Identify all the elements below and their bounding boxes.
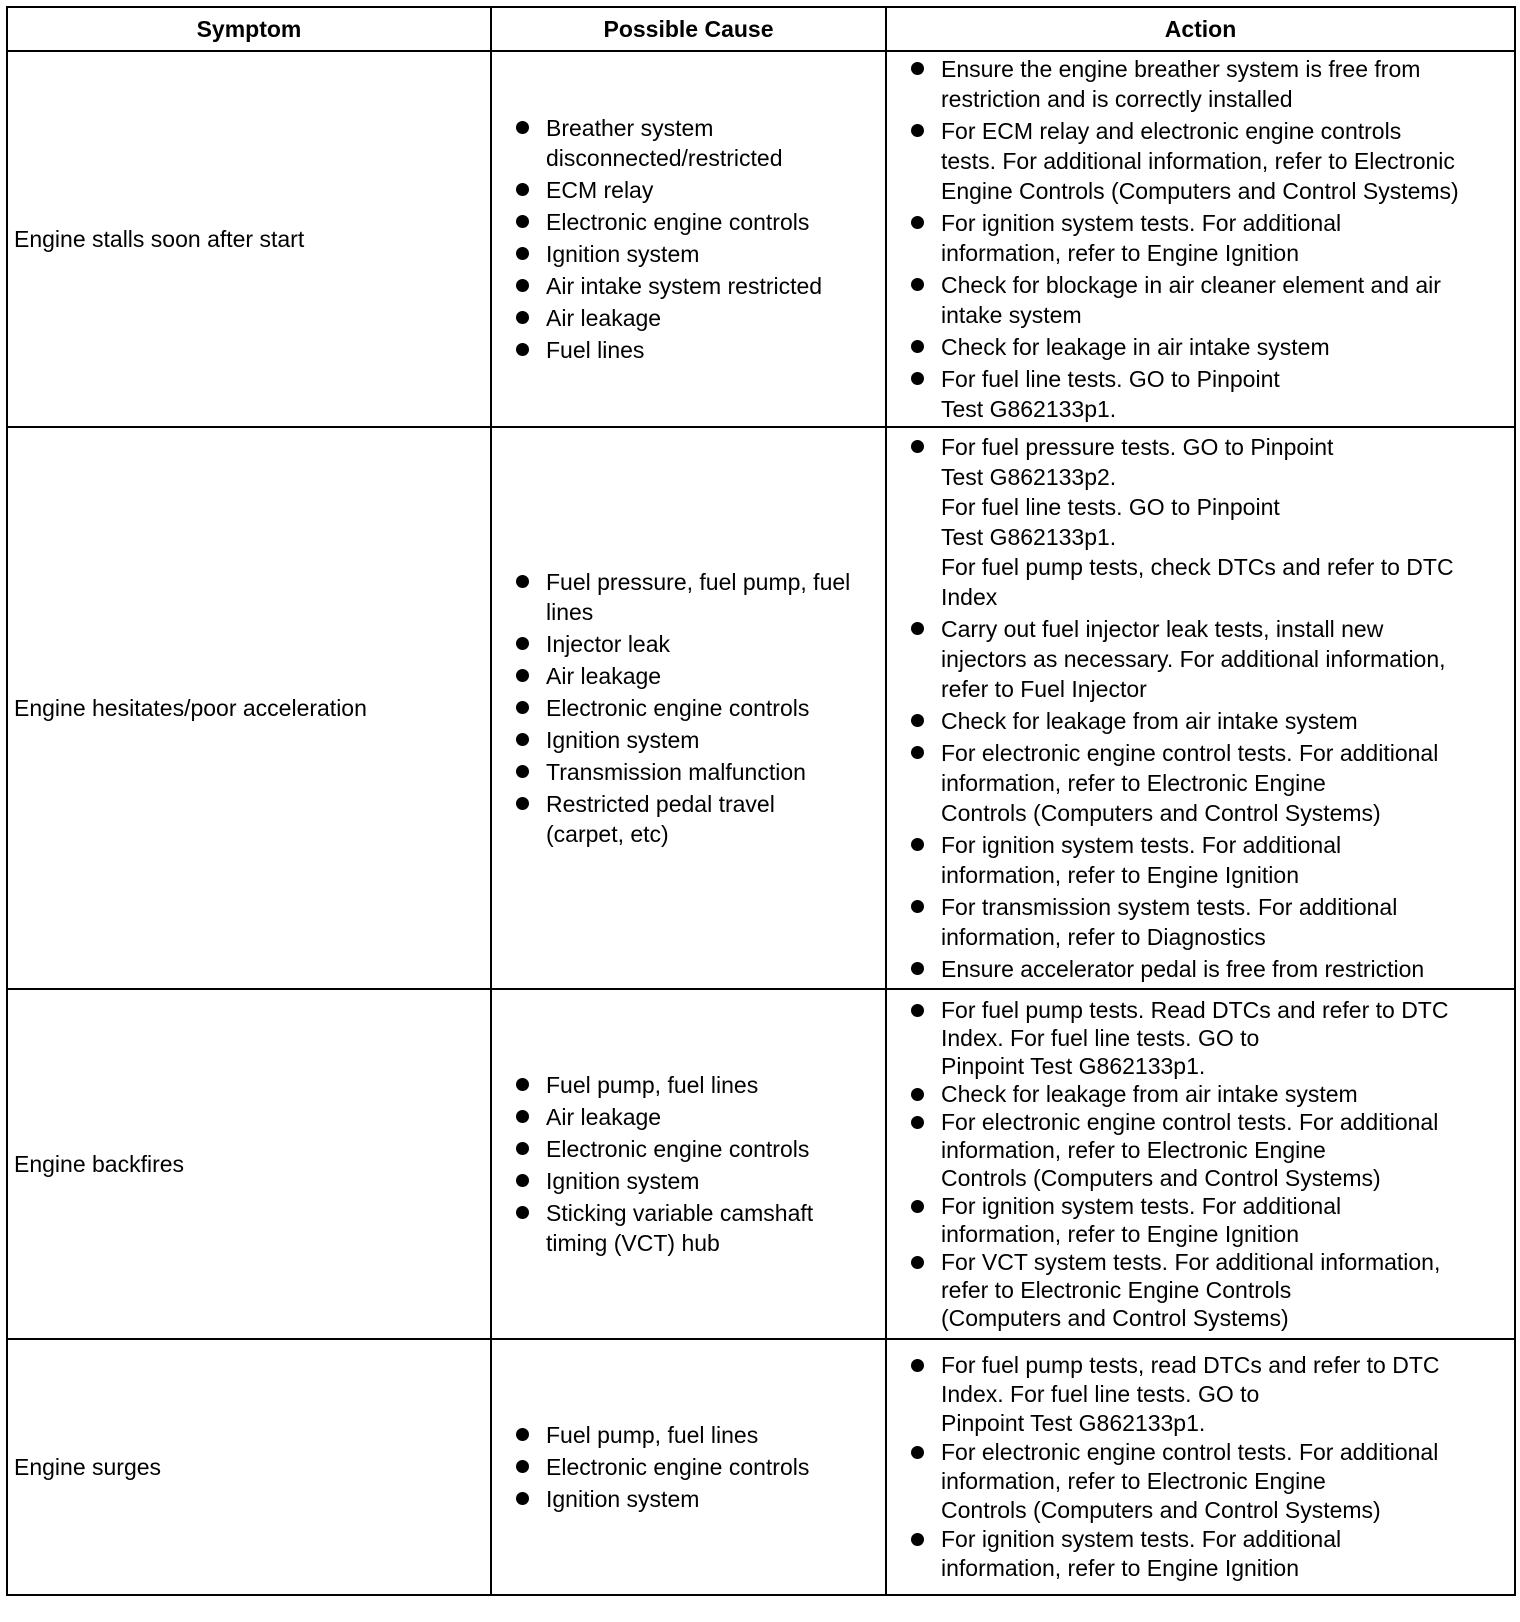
action-item-text: Carry out fuel injector leak tests, install new injectors as necessary. For additional information, refer to Fuel Injector bbox=[941, 616, 1446, 702]
action-list bbox=[907, 54, 1508, 424]
action-item bbox=[907, 892, 1508, 952]
action-item bbox=[907, 270, 1508, 330]
cause-item-text: Injector leak bbox=[546, 631, 671, 657]
cause-item bbox=[512, 567, 881, 627]
symptom-cell: Engine surges bbox=[7, 1339, 491, 1595]
cause-item-text: Ignition system bbox=[546, 727, 700, 753]
cause-item-text: Breather system disconnected/restricted bbox=[546, 115, 783, 171]
cause-item-text: Air leakage bbox=[546, 663, 662, 689]
bullet-icon bbox=[911, 1200, 924, 1213]
table-row bbox=[7, 989, 1515, 1339]
cause-item-text: Air leakage bbox=[546, 305, 662, 331]
header-action: Action bbox=[886, 7, 1515, 51]
cause-list bbox=[512, 1070, 881, 1258]
symptom-cell: Engine stalls soon after start bbox=[7, 51, 491, 427]
table-header-row bbox=[7, 7, 1515, 51]
symptom-cell: Engine backfires bbox=[7, 989, 491, 1339]
bullet-icon bbox=[516, 701, 529, 714]
action-item-text: For ignition system tests. For additional information, refer to Engine Ignition bbox=[941, 1193, 1342, 1247]
cause-item bbox=[512, 757, 881, 787]
action-item-text: For ignition system tests. For additional information, refer to Engine Ignition bbox=[941, 210, 1342, 266]
bullet-icon bbox=[911, 278, 924, 291]
cause-item-text: Electronic engine controls bbox=[546, 1136, 810, 1162]
bullet-icon bbox=[516, 733, 529, 746]
action-item bbox=[907, 1438, 1508, 1525]
action-list bbox=[907, 996, 1508, 1332]
cause-item bbox=[512, 1102, 881, 1132]
action-list bbox=[907, 1351, 1508, 1583]
action-item-text: For ECM relay and electronic engine controls tests. For additional information, refer to Electronic Engine Controls (Computers and Control Systems) bbox=[941, 118, 1459, 204]
bullet-icon bbox=[911, 440, 924, 453]
bullet-icon bbox=[911, 1359, 924, 1372]
symptom-chart-table bbox=[6, 6, 1516, 1596]
bullet-icon bbox=[516, 121, 529, 134]
bullet-icon bbox=[911, 1256, 924, 1269]
bullet-icon bbox=[516, 637, 529, 650]
cause-item-text: Fuel pump, fuel lines bbox=[546, 1072, 759, 1098]
action-item-text: Check for leakage from air intake system bbox=[941, 708, 1358, 734]
cause-item bbox=[512, 1198, 881, 1258]
action-item bbox=[907, 364, 1508, 424]
cause-item bbox=[512, 661, 881, 691]
cause-item bbox=[512, 1134, 881, 1164]
cause-item bbox=[512, 239, 881, 269]
cause-item-text: Transmission malfunction bbox=[546, 759, 806, 785]
bullet-icon bbox=[911, 1004, 924, 1017]
bullet-icon bbox=[516, 183, 529, 196]
header-possible-cause: Possible Cause bbox=[491, 7, 886, 51]
cause-item bbox=[512, 175, 881, 205]
action-item-text: Check for leakage from air intake system bbox=[941, 1081, 1358, 1107]
possible-cause-cell bbox=[491, 1339, 886, 1595]
action-item bbox=[907, 614, 1508, 704]
action-cell bbox=[886, 989, 1515, 1339]
action-item-text: For electronic engine control tests. For additional information, refer to Electronic Engine Controls (Computers and Control Systems) bbox=[941, 740, 1439, 826]
action-item-text: For fuel pressure tests. GO to Pinpoint Test G862133p2. For fuel line tests. GO to Pinpoint Test G862133p1. For fuel pump tests, check DTCs and refer to DTC Index bbox=[941, 434, 1454, 610]
cause-item bbox=[512, 113, 881, 173]
bullet-icon bbox=[911, 746, 924, 759]
action-cell bbox=[886, 51, 1515, 427]
bullet-icon bbox=[516, 1110, 529, 1123]
cause-item-text: Ignition system bbox=[546, 241, 700, 267]
action-item bbox=[907, 996, 1508, 1080]
cause-item-text: Fuel pressure, fuel pump, fuel lines bbox=[546, 569, 851, 625]
cause-item bbox=[512, 725, 881, 755]
cause-item bbox=[512, 789, 881, 849]
bullet-icon bbox=[911, 1446, 924, 1459]
bullet-icon bbox=[516, 1142, 529, 1155]
action-item-text: For fuel pump tests. Read DTCs and refer to DTC Index. For fuel line tests. GO to Pinpoint Test G862133p1. bbox=[941, 997, 1449, 1079]
action-item-text: For electronic engine control tests. For additional information, refer to Electronic Engine Controls (Computers and Control Systems) bbox=[941, 1109, 1439, 1191]
cause-item bbox=[512, 335, 881, 365]
table-row bbox=[7, 51, 1515, 427]
cause-item-text: ECM relay bbox=[546, 177, 654, 203]
action-item bbox=[907, 1351, 1508, 1438]
action-item bbox=[907, 1248, 1508, 1332]
table-body bbox=[7, 51, 1515, 1595]
action-item-text: For transmission system tests. For additional information, refer to Diagnostics bbox=[941, 894, 1398, 950]
action-item bbox=[907, 1108, 1508, 1192]
action-item bbox=[907, 208, 1508, 268]
bullet-icon bbox=[516, 1078, 529, 1091]
cause-item-text: Fuel lines bbox=[546, 337, 645, 363]
action-list bbox=[907, 432, 1508, 984]
bullet-icon bbox=[516, 1206, 529, 1219]
bullet-icon bbox=[516, 797, 529, 810]
possible-cause-cell bbox=[491, 989, 886, 1339]
bullet-icon bbox=[911, 1088, 924, 1101]
bullet-icon bbox=[911, 372, 924, 385]
bullet-icon bbox=[516, 343, 529, 356]
action-item-text: For VCT system tests. For additional information, refer to Electronic Engine Controls (Computers and Control Systems) bbox=[941, 1249, 1441, 1331]
cause-item-text: Ignition system bbox=[546, 1486, 700, 1512]
action-item-text: Check for leakage in air intake system bbox=[941, 334, 1330, 360]
action-item-text: For ignition system tests. For additional information, refer to Engine Ignition bbox=[941, 832, 1342, 888]
bullet-icon bbox=[516, 1428, 529, 1441]
bullet-icon bbox=[516, 279, 529, 292]
action-item bbox=[907, 332, 1508, 362]
cause-item bbox=[512, 1484, 881, 1514]
bullet-icon bbox=[911, 900, 924, 913]
action-item-text: Check for blockage in air cleaner element and air intake system bbox=[941, 272, 1441, 328]
possible-cause-cell bbox=[491, 427, 886, 989]
bullet-icon bbox=[516, 247, 529, 260]
table-row bbox=[7, 1339, 1515, 1595]
action-item bbox=[907, 432, 1508, 612]
possible-cause-cell bbox=[491, 51, 886, 427]
cause-item-text: Ignition system bbox=[546, 1168, 700, 1194]
cause-item bbox=[512, 693, 881, 723]
cause-item bbox=[512, 303, 881, 333]
cause-item bbox=[512, 1070, 881, 1100]
cause-item-text: Fuel pump, fuel lines bbox=[546, 1422, 759, 1448]
bullet-icon bbox=[911, 62, 924, 75]
cause-item bbox=[512, 629, 881, 659]
bullet-icon bbox=[516, 575, 529, 588]
bullet-icon bbox=[516, 669, 529, 682]
bullet-icon bbox=[911, 622, 924, 635]
action-item-text: Ensure the engine breather system is free from restriction and is correctly installed bbox=[941, 56, 1421, 112]
bullet-icon bbox=[911, 1533, 924, 1546]
action-item bbox=[907, 830, 1508, 890]
cause-item bbox=[512, 1452, 881, 1482]
bullet-icon bbox=[516, 1460, 529, 1473]
action-item bbox=[907, 954, 1508, 984]
bullet-icon bbox=[911, 838, 924, 851]
action-item-text: Ensure accelerator pedal is free from restriction bbox=[941, 956, 1425, 982]
action-item bbox=[907, 1525, 1508, 1583]
cause-item bbox=[512, 1166, 881, 1196]
bullet-icon bbox=[911, 1116, 924, 1129]
bullet-icon bbox=[516, 311, 529, 324]
bullet-icon bbox=[911, 216, 924, 229]
action-item-text: For ignition system tests. For additional information, refer to Engine Ignition bbox=[941, 1526, 1342, 1581]
action-item bbox=[907, 1080, 1508, 1108]
action-cell bbox=[886, 427, 1515, 989]
header-symptom: Symptom bbox=[7, 7, 491, 51]
bullet-icon bbox=[516, 1174, 529, 1187]
action-item-text: For fuel pump tests, read DTCs and refer to DTC Index. For fuel line tests. GO to Pinpoint Test G862133p1. bbox=[941, 1352, 1440, 1436]
cause-item-text: Sticking variable camshaft timing (VCT) hub bbox=[546, 1200, 814, 1256]
cause-item bbox=[512, 207, 881, 237]
cause-item-text: Electronic engine controls bbox=[546, 695, 810, 721]
action-item bbox=[907, 738, 1508, 828]
action-item-text: For electronic engine control tests. For additional information, refer to Electronic Engine Controls (Computers and Control Systems) bbox=[941, 1439, 1439, 1523]
cause-item bbox=[512, 271, 881, 301]
diagnosis-table-frame bbox=[6, 6, 1516, 1596]
action-item bbox=[907, 54, 1508, 114]
bullet-icon bbox=[516, 1492, 529, 1505]
bullet-icon bbox=[911, 340, 924, 353]
action-item bbox=[907, 706, 1508, 736]
bullet-icon bbox=[911, 714, 924, 727]
cause-item-text: Electronic engine controls bbox=[546, 209, 810, 235]
table-row bbox=[7, 427, 1515, 989]
cause-item-text: Restricted pedal travel (carpet, etc) bbox=[546, 791, 775, 847]
bullet-icon bbox=[911, 124, 924, 137]
bullet-icon bbox=[516, 215, 529, 228]
bullet-icon bbox=[516, 765, 529, 778]
cause-item-text: Air intake system restricted bbox=[546, 273, 823, 299]
action-item bbox=[907, 116, 1508, 206]
action-item-text: For fuel line tests. GO to Pinpoint Test G862133p1. bbox=[941, 366, 1280, 422]
bullet-icon bbox=[911, 962, 924, 975]
cause-list bbox=[512, 1420, 881, 1514]
action-item bbox=[907, 1192, 1508, 1248]
cause-item-text: Electronic engine controls bbox=[546, 1454, 810, 1480]
cause-list bbox=[512, 113, 881, 365]
symptom-cell: Engine hesitates/poor acceleration bbox=[7, 427, 491, 989]
cause-list bbox=[512, 567, 881, 849]
action-cell bbox=[886, 1339, 1515, 1595]
cause-item bbox=[512, 1420, 881, 1450]
cause-item-text: Air leakage bbox=[546, 1104, 662, 1130]
